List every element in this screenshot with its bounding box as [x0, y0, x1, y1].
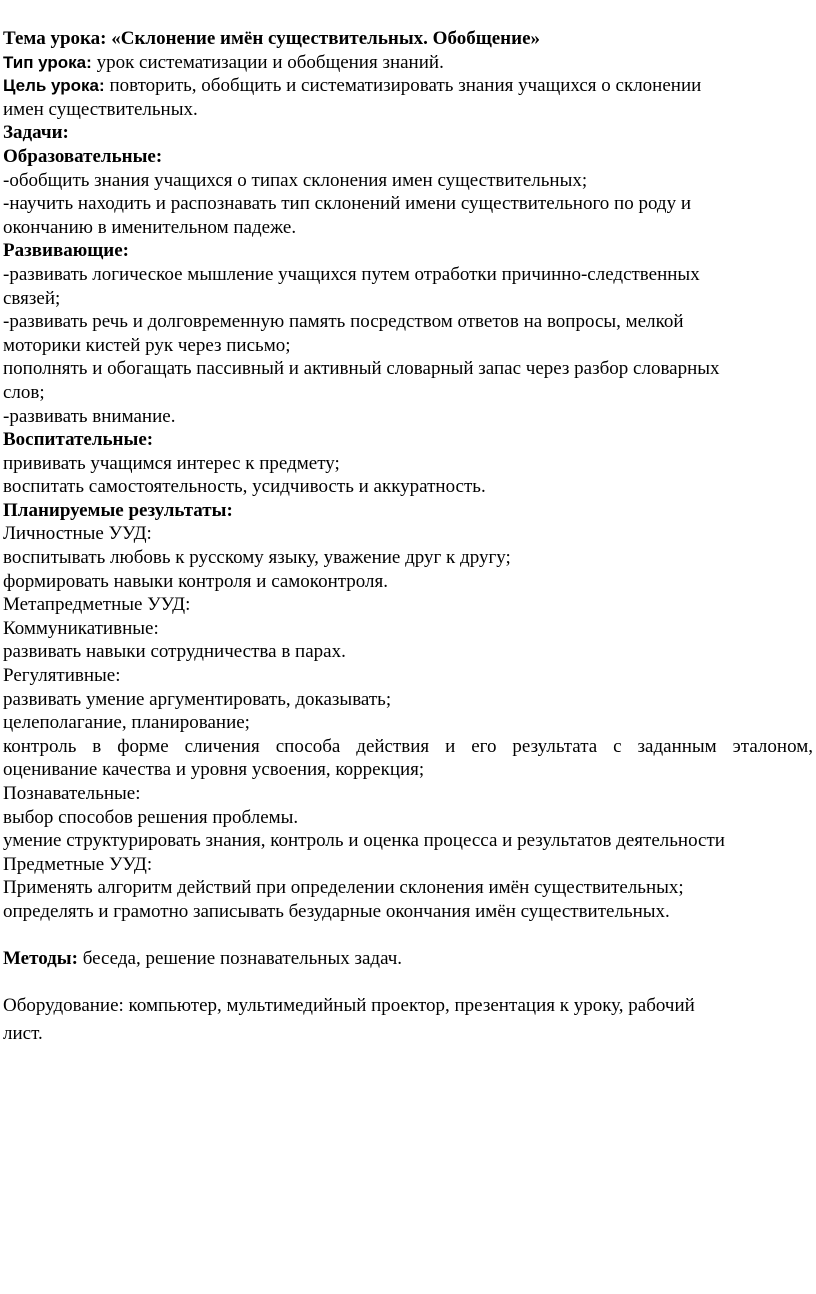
subject-line: определять и грамотно записывать безударные окончания имён существительных.	[3, 900, 670, 922]
cognitive-line: выбор способов решения проблемы.	[3, 806, 299, 828]
regulative-line: развивать умение аргументировать, доказывать;	[3, 688, 392, 710]
meta-heading: Метапредметные УУД:	[3, 594, 191, 616]
upbringing-line: прививать учащимся интерес к предмету;	[3, 452, 340, 474]
developing-line: -развивать речь и долговременную память посредством ответов на вопросы, мелкой	[3, 311, 684, 333]
goal-value-line1: повторить, обобщить и систематизировать знания учащихся о склонении	[109, 75, 702, 97]
regulative-heading: Регулятивные:	[3, 665, 121, 687]
communicative-heading: Коммуникативные:	[3, 617, 159, 639]
educational-line: -обобщить знания учащихся о типах склонения имен существительных;	[3, 169, 588, 191]
developing-line: -развивать логическое мышление учащихся путем отработки причинно-следственных	[3, 263, 700, 285]
developing-line: слов;	[3, 381, 45, 403]
lesson-type-line	[3, 51, 813, 75]
educational-heading: Образовательные:	[3, 145, 163, 167]
cognitive-heading: Познавательные:	[3, 783, 141, 804]
upbringing-line: воспитать самостоятельность, усидчивость и аккуратность.	[3, 476, 486, 498]
methods-value: беседа, решение познавательных задач.	[82, 948, 403, 970]
results-heading: Планируемые результаты:	[3, 499, 233, 521]
spacer	[3, 971, 813, 995]
developing-line: -развивать внимание.	[3, 405, 176, 427]
cognitive-line: умение структурировать знания, контроль и оценка процесса и результатов деятельности	[3, 830, 725, 852]
regulative-justified-line: контроль в форме сличения способа действия и его результата с заданным эталоном,	[3, 735, 813, 757]
methods-line	[3, 947, 813, 971]
developing-heading: Развивающие:	[3, 240, 129, 262]
regulative-last-line: оценивание качества и уровня усвоения, коррекция;	[3, 759, 425, 781]
subject-heading: Предметные УУД:	[3, 853, 153, 875]
equipment-line2: лист.	[3, 1022, 43, 1044]
developing-line: связей;	[3, 287, 61, 309]
personal-line: воспитывать любовь к русскому языку, уважение друг к другу;	[3, 547, 511, 569]
upbringing-heading: Воспитательные:	[3, 429, 154, 451]
educational-line: окончанию в именительном падеже.	[3, 216, 297, 238]
methods-label: Методы:	[3, 948, 78, 970]
topic-value: «Склонение имён существительных. Обобщение»	[111, 28, 541, 49]
lesson-plan-document	[3, 27, 813, 1046]
equipment-line1: Оборудование: компьютер, мультимедийный проектор, презентация к уроку, рабочий	[3, 995, 695, 1017]
lesson-type-label: Тип урока:	[3, 52, 92, 72]
personal-line: формировать навыки контроля и самоконтроля.	[3, 570, 389, 592]
lesson-type-value: урок систематизации и обобщения знаний.	[96, 51, 444, 73]
educational-line: -научить находить и распознавать тип склонений имени существительного по роду и	[3, 193, 691, 215]
developing-line: пополнять и обогащать пассивный и активный словарный запас через разбор словарных	[3, 358, 720, 380]
topic-line	[3, 27, 813, 51]
tasks-heading: Задачи:	[3, 122, 69, 144]
goal-line	[3, 74, 813, 98]
personal-heading: Личностные УУД:	[3, 523, 152, 545]
spacer	[3, 924, 813, 948]
communicative-line: развивать навыки сотрудничества в парах.	[3, 641, 346, 663]
topic-label: Тема урока:	[3, 28, 107, 49]
developing-line: моторики кистей рук через письмо;	[3, 334, 291, 356]
subject-line: Применять алгоритм действий при определении склонения имён существительных;	[3, 877, 684, 899]
regulative-line: целеполагание, планирование;	[3, 712, 250, 734]
goal-value-line2: имен существительных.	[3, 98, 198, 120]
goal-label: Цель урока:	[3, 76, 105, 96]
